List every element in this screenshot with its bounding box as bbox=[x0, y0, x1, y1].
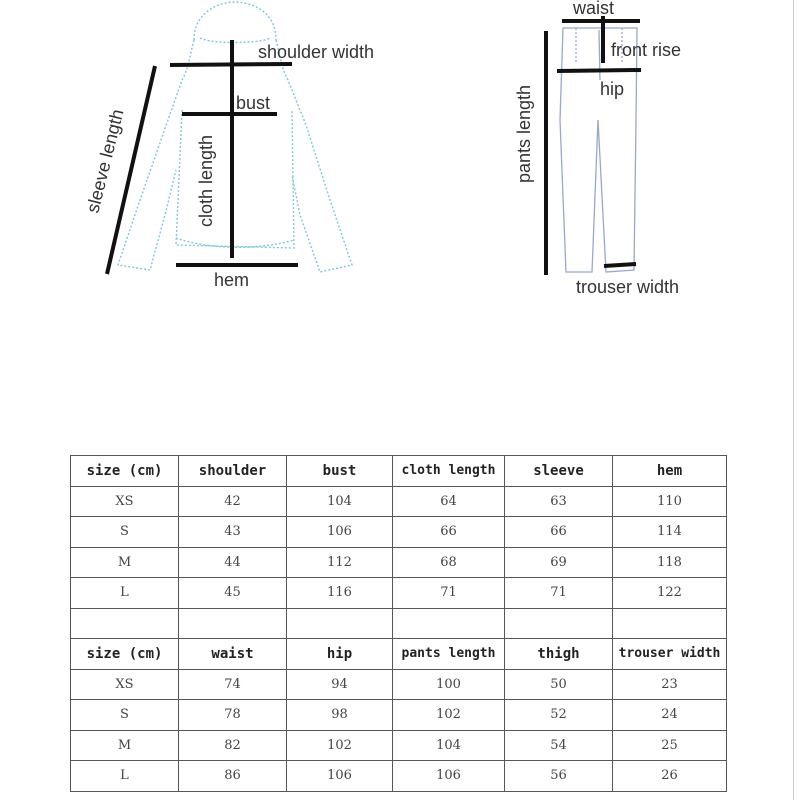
value-cell: 68 bbox=[393, 547, 505, 578]
value-cell: 106 bbox=[287, 517, 393, 548]
header-cell: thigh bbox=[505, 639, 613, 670]
value-cell: 106 bbox=[393, 761, 505, 792]
table-row bbox=[71, 547, 727, 578]
table-row bbox=[71, 730, 727, 761]
bottom-table-header-row bbox=[71, 639, 727, 670]
hip-line bbox=[557, 70, 641, 71]
trouser-width-label: trouser width bbox=[576, 277, 680, 297]
measurement-diagram bbox=[0, 0, 800, 310]
value-cell: 44 bbox=[179, 547, 287, 578]
size-cell: L bbox=[71, 578, 179, 609]
hem-label: hem bbox=[214, 270, 250, 290]
value-cell: 118 bbox=[613, 547, 727, 578]
header-cell: size (cm) bbox=[71, 639, 179, 670]
value-cell: 122 bbox=[613, 578, 727, 609]
header-cell: shoulder bbox=[179, 456, 287, 487]
value-cell: 100 bbox=[393, 669, 505, 700]
header-cell: hem bbox=[613, 456, 727, 487]
value-cell: 42 bbox=[179, 486, 287, 517]
value-cell: 106 bbox=[287, 761, 393, 792]
value-cell: 23 bbox=[613, 669, 727, 700]
waist-label: waist bbox=[573, 0, 615, 18]
value-cell: 114 bbox=[613, 517, 727, 548]
value-cell: 64 bbox=[393, 486, 505, 517]
table-row bbox=[71, 700, 727, 731]
value-cell: 102 bbox=[287, 730, 393, 761]
size-chart-table bbox=[70, 455, 727, 792]
value-cell: 63 bbox=[505, 486, 613, 517]
value-cell: 45 bbox=[179, 578, 287, 609]
value-cell: 66 bbox=[393, 517, 505, 548]
front-rise-label: front rise bbox=[611, 40, 682, 60]
trouser-width-line bbox=[604, 264, 636, 266]
table-row bbox=[71, 517, 727, 548]
value-cell: 26 bbox=[613, 761, 727, 792]
bust-label: bust bbox=[236, 93, 271, 113]
header-cell: sleeve bbox=[505, 456, 613, 487]
value-cell: 54 bbox=[505, 730, 613, 761]
header-cell: size (cm) bbox=[71, 456, 179, 487]
value-cell: 86 bbox=[179, 761, 287, 792]
value-cell: 74 bbox=[179, 669, 287, 700]
value-cell: 98 bbox=[287, 700, 393, 731]
value-cell: 82 bbox=[179, 730, 287, 761]
sleeve-length-line bbox=[107, 66, 155, 274]
value-cell: 66 bbox=[505, 517, 613, 548]
value-cell: 24 bbox=[613, 700, 727, 731]
header-cell: hip bbox=[287, 639, 393, 670]
top-table-header-row bbox=[71, 456, 727, 487]
header-cell: cloth length bbox=[393, 456, 505, 487]
header-cell: pants length bbox=[393, 639, 505, 670]
table-row bbox=[71, 761, 727, 792]
size-cell: M bbox=[71, 730, 179, 761]
value-cell: 71 bbox=[505, 578, 613, 609]
pants-length-label: pants length bbox=[514, 84, 535, 184]
value-cell: 43 bbox=[179, 517, 287, 548]
header-cell: trouser width bbox=[613, 639, 727, 670]
cloth-length-label: cloth length bbox=[196, 134, 217, 228]
value-cell: 104 bbox=[287, 486, 393, 517]
value-cell: 102 bbox=[393, 700, 505, 731]
size-cell: L bbox=[71, 761, 179, 792]
value-cell: 112 bbox=[287, 547, 393, 578]
empty-separator-row bbox=[71, 608, 727, 639]
shoulder-width-label: shoulder width bbox=[258, 42, 375, 62]
value-cell: 56 bbox=[505, 761, 613, 792]
pants-outline bbox=[560, 28, 637, 272]
size-cell: M bbox=[71, 547, 179, 578]
header-cell: bust bbox=[287, 456, 393, 487]
table-row bbox=[71, 578, 727, 609]
value-cell: 116 bbox=[287, 578, 393, 609]
value-cell: 71 bbox=[393, 578, 505, 609]
sleeve-length-label: sleeve length bbox=[82, 107, 128, 215]
table-row bbox=[71, 486, 727, 517]
value-cell: 50 bbox=[505, 669, 613, 700]
table-row bbox=[71, 669, 727, 700]
value-cell: 104 bbox=[393, 730, 505, 761]
size-cell: XS bbox=[71, 669, 179, 700]
size-cell: S bbox=[71, 700, 179, 731]
size-cell: S bbox=[71, 517, 179, 548]
value-cell: 52 bbox=[505, 700, 613, 731]
value-cell: 110 bbox=[613, 486, 727, 517]
value-cell: 94 bbox=[287, 669, 393, 700]
hip-label: hip bbox=[600, 79, 625, 99]
header-cell: waist bbox=[179, 639, 287, 670]
value-cell: 69 bbox=[505, 547, 613, 578]
value-cell: 25 bbox=[613, 730, 727, 761]
value-cell: 78 bbox=[179, 700, 287, 731]
size-cell: XS bbox=[71, 486, 179, 517]
